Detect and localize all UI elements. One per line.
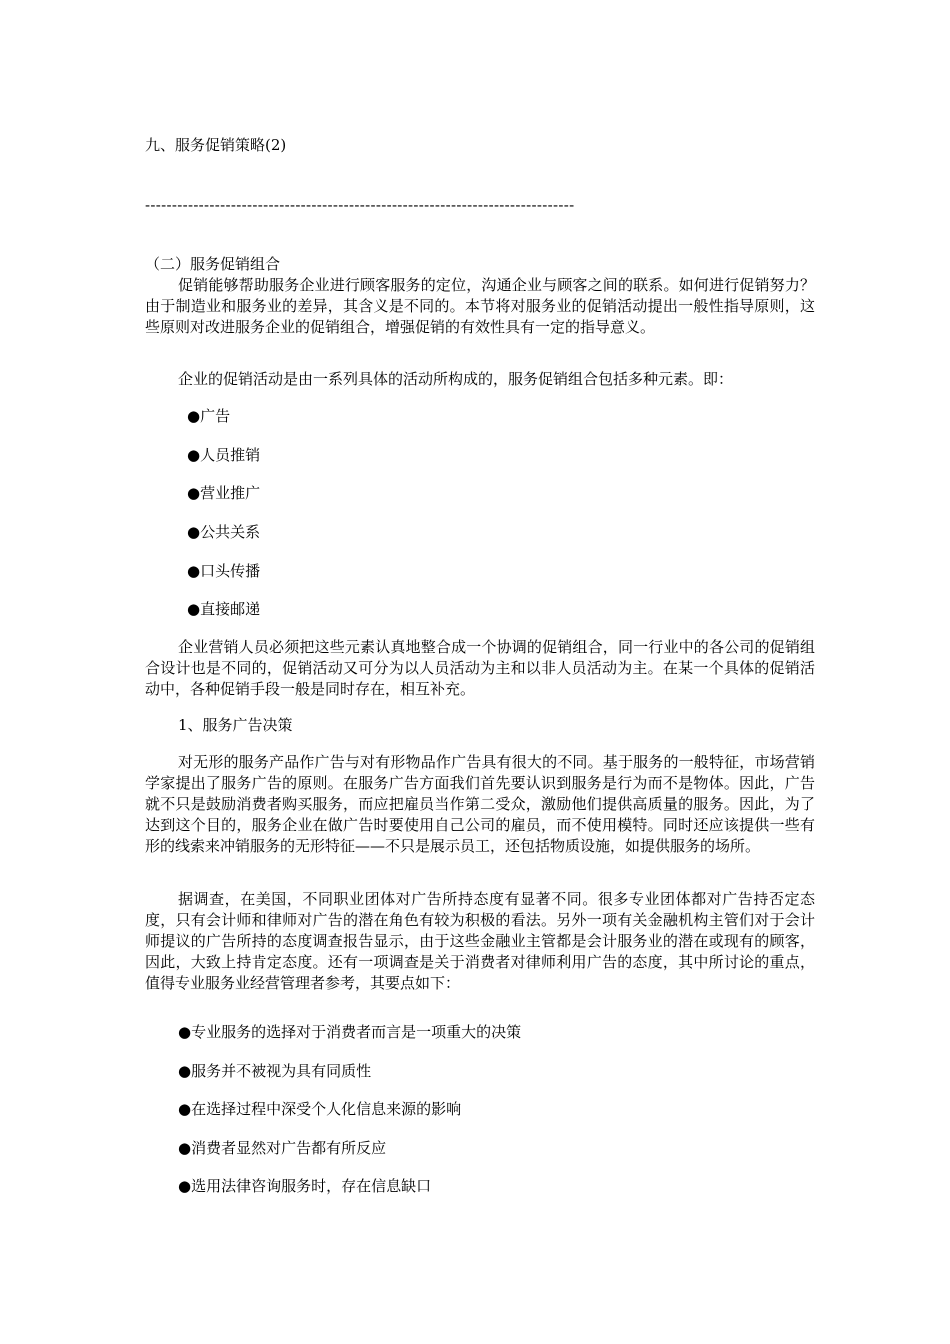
intro-paragraph: 促销能够帮助服务企业进行顾客服务的定位，沟通企业与顾客之间的联系。如何进行促销努力？由于制造业和服务业的差异，其含义是不同的。本节将对服务业的促销活动提出一般性指导原则，这些原则对改进服务企业的促销组合，增强促销的有效性具有一定的指导意义。 — [145, 276, 815, 336]
point-item: ●专业服务的选择对于消费者而言是一项重大的决策 — [178, 1023, 522, 1041]
element-item: ●公共关系 — [187, 523, 261, 541]
point-item: ●选用法律咨询服务时，存在信息缺口 — [178, 1177, 432, 1195]
element-item: ●口头传播 — [187, 562, 261, 580]
survey-paragraph: 据调查，在美国，不同职业团体对广告所持态度有显著不同。很多专业团体都对广告持否定态度，只有会计师和律师对广告的潜在角色有较为积极的看法。另外一项有关金融机构主管们对于会计师提议的广告所持的态度调查报告显示，由于这些金融业主管都是会计服务业的潜在或现有的顾客，因此，大致上持肯定态度。还有一项调查是关于消费者对律师利用广告的态度，其中所讨论的重点，值得专业服务业经营管理者参考，其要点如下： — [145, 890, 815, 992]
element-item: ●营业推广 — [187, 484, 261, 502]
elements-intro: 企业的促销活动是由一系列具体的活动所构成的，服务促销组合包括多种元素。即： — [178, 370, 734, 388]
point-item: ●消费者显然对广告都有所反应 — [178, 1139, 387, 1157]
page-title: 九、服务促销策略(2) — [145, 136, 287, 154]
section-heading: （二）服务促销组合 — [145, 255, 281, 273]
dashed-divider: -------------------------------------------------------------------------------- — [145, 196, 575, 214]
subheading: 1、服务广告决策 — [178, 716, 293, 734]
integration-paragraph: 企业营销人员必须把这些元素认真地整合成一个协调的促销组合，同一行业中的各公司的促销组合设计也是不同的，促销活动又可分为以人员活动为主和以非人员活动为主。在某一个具体的促销活动中，各种促销手段一般是同时存在，相互补充。 — [145, 638, 815, 698]
point-item: ●在选择过程中深受个人化信息来源的影响 — [178, 1100, 462, 1118]
element-item: ●直接邮递 — [187, 600, 261, 618]
ad-principles-paragraph: 对无形的服务产品作广告与对有形物品作广告具有很大的不同。基于服务的一般特征，市场营销学家提出了服务广告的原则。在服务广告方面我们首先要认识到服务是行为而不是物体。因此，广告就不只是鼓励消费者购买服务，而应把雇员当作第二受众，激励他们提供高质量的服务。因此，为了达到这个目的，服务企业在做广告时要使用自己公司的雇员，而不使用模特。同时还应该提供一些有形的线索来冲销服务的无形特征——不只是展示员工，还包括物质设施，如提供服务的场所。 — [145, 753, 815, 855]
point-item: ●服务并不被视为具有同质性 — [178, 1062, 372, 1080]
element-item: ●人员推销 — [187, 446, 261, 464]
element-item: ●广告 — [187, 407, 231, 425]
